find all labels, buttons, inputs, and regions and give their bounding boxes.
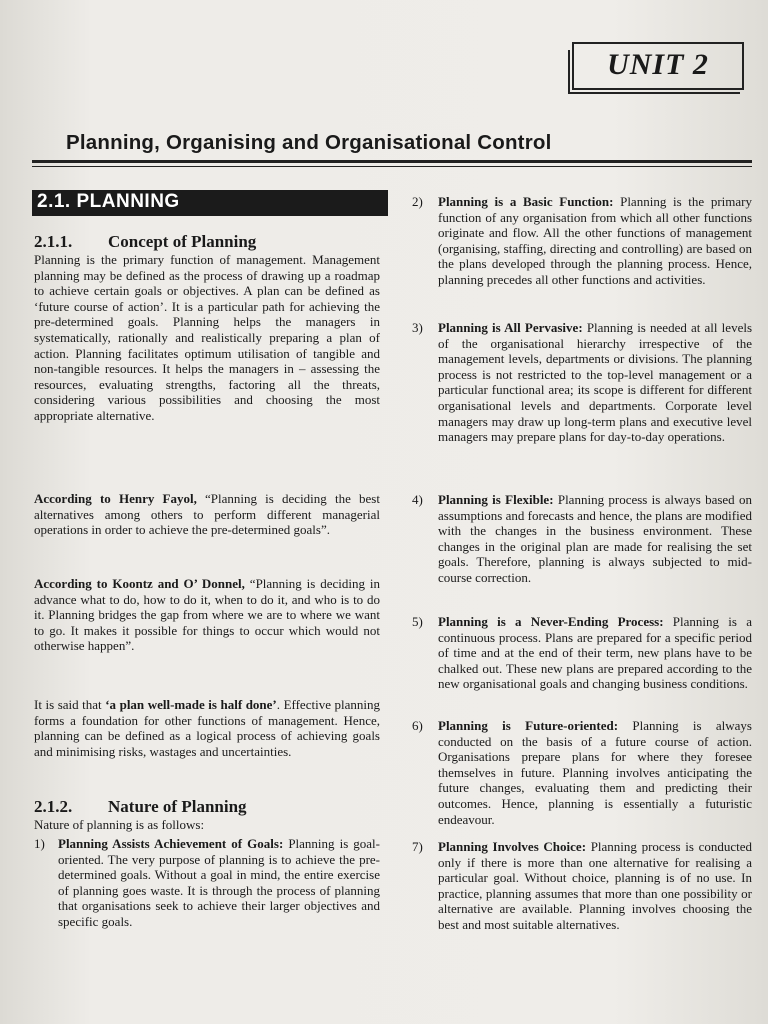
title-rule-thick — [32, 160, 752, 163]
list-item-number: 7) — [412, 839, 423, 854]
section-heading: 2.1. PLANNING — [37, 191, 180, 212]
list-item-text: Planning process is conducted only if there is more than one alternative for realising a particular goal. Without choice, planning is of no use. In practice, planning assumes that more than one possibility or alternative are available. Planning involves choosing the best and most suitable alternatives. — [438, 839, 753, 932]
unit-label: UNIT 2 — [607, 48, 709, 81]
list-item-number: 4) — [412, 492, 423, 507]
nature-title: Nature of Planning — [108, 797, 247, 816]
section-heading-bar — [32, 190, 388, 216]
list-item-number: 5) — [412, 614, 423, 629]
nature-intro: Nature of planning is as follows: — [34, 817, 205, 832]
concept-title: Concept of Planning — [108, 232, 257, 251]
list-item-text: Planning process is always based on assumptions and forecasts and hence, the plans are modified with the changes in the business environment. These changes in the original plan are made for realising the set goals. Therefore, planning is always subjected to mid-course correction. — [438, 492, 752, 585]
plan-quote: ‘a plan well-made is half done’ — [105, 697, 277, 712]
list-item-heading: Planning is Future-oriented: — [438, 718, 619, 733]
list-item-number: 6) — [412, 718, 423, 733]
plan-pre: It is said that — [34, 697, 106, 712]
nature-heading — [34, 797, 380, 817]
koontz-lead: According to Koontz and O’ Donnel, — [34, 576, 245, 591]
fayol-paragraph — [34, 491, 380, 538]
list-item-text: Planning is needed at all levels of the organisational hierarchy irrespective of the management levels, departments or divisions. The planning process is not restricted to the top-level management or a particular functional area; its scope is different for different organisational levels and departments. Corporate level managers may draw up long-term plans and executive level managers may prepare plans for day-to-day operations. — [438, 320, 753, 445]
list-item-number: 1) — [34, 836, 45, 851]
chapter-title: Planning, Organising and Organisational Control — [66, 131, 552, 154]
concept-number: 2.1.1. — [34, 232, 73, 251]
left-column — [34, 232, 380, 424]
plan-paragraph — [34, 697, 380, 759]
list-item-heading: Planning is All Pervasive: — [438, 320, 583, 335]
unit-label-box — [572, 42, 744, 90]
title-rule-thin — [32, 166, 752, 167]
list-item-text: Planning is the primary function of any organisation from which all other functions originate and flow. All the other functions of management (organising, staffing, directing and controlling) are based on the plans developed through the planning process. Hence, planning precedes all other functions and activities. — [438, 194, 752, 287]
koontz-paragraph — [34, 576, 380, 654]
concept-body: Planning is the primary function of management. Management planning may be defined as the process of drawing up a roadmap to achieve certain goals or objectives. A plan can be defined as ‘future course of action’. It is a particular path for achieving the pre-determined goals. Planning helps the managers in systematically, rationally and realistically preparing a plan of action. Planning facilitates optimum utilisation of tangible and non-tangible resources. It helps the managers in – assessing the resources, evaluating strengths, factoring all the threats, considering various possibilities and choosing the most appropriate alternative. — [34, 252, 380, 423]
koontz-quote: “Planning is deciding in advance what to do, how to do it, when to do it, and who is to do it. Planning bridges the gap from where we are to where we want to go. It makes it possible for things to occur which would not otherwise happen”. — [34, 576, 380, 654]
fayol-quote: “Planning is deciding the best alternatives among others to perform different managerial operations in order to achieve the pre-determined goals”. — [34, 491, 380, 538]
list-item-text: Planning is a continuous process. Plans are prepared for a specific period of time and at the end of their term, new plans have to be chalked out. These new plans are prepared according to the new organisational goals and changing business conditions. — [438, 614, 752, 692]
list-item-heading: Planning is Flexible: — [438, 492, 554, 507]
list-item-heading: Planning Assists Achievement of Goals: — [58, 836, 284, 851]
list-item-heading: Planning is a Basic Function: — [438, 194, 614, 209]
plan-post: . Effective planning forms a foundation for other functions of management. Hence, planning can be defined as a logical process of achieving goals and minimising risks, wastages and uncertainties. — [34, 697, 381, 759]
list-item-text: Planning is always conducted on the basis of a future course of action. Organisations prepare plans for where they foresee themselves in future. Planning involves anticipating the future changes, evaluating them and predicting their outcomes. Hence, planning is essentially a futuristic endeavour. — [438, 718, 752, 827]
list-item-number: 3) — [412, 320, 423, 335]
list-item-number: 2) — [412, 194, 423, 209]
nature-number: 2.1.2. — [34, 797, 73, 816]
list-item-text: Planning is goal-oriented. The very purpose of planning is to achieve the pre-determined goals. Without a goal in mind, the entire exercise of planning goes waste. It is through the process of planning that organisations seek to achieve their larger objectives and specific goals. — [58, 836, 381, 929]
right-column — [412, 194, 752, 994]
list-item — [34, 836, 380, 956]
list-item-heading: Planning Involves Choice: — [438, 839, 587, 854]
list-item-heading: Planning is a Never-Ending Process: — [438, 614, 664, 629]
concept-heading — [34, 232, 380, 252]
nature-section — [34, 797, 380, 833]
fayol-lead: According to Henry Fayol, — [34, 491, 197, 506]
